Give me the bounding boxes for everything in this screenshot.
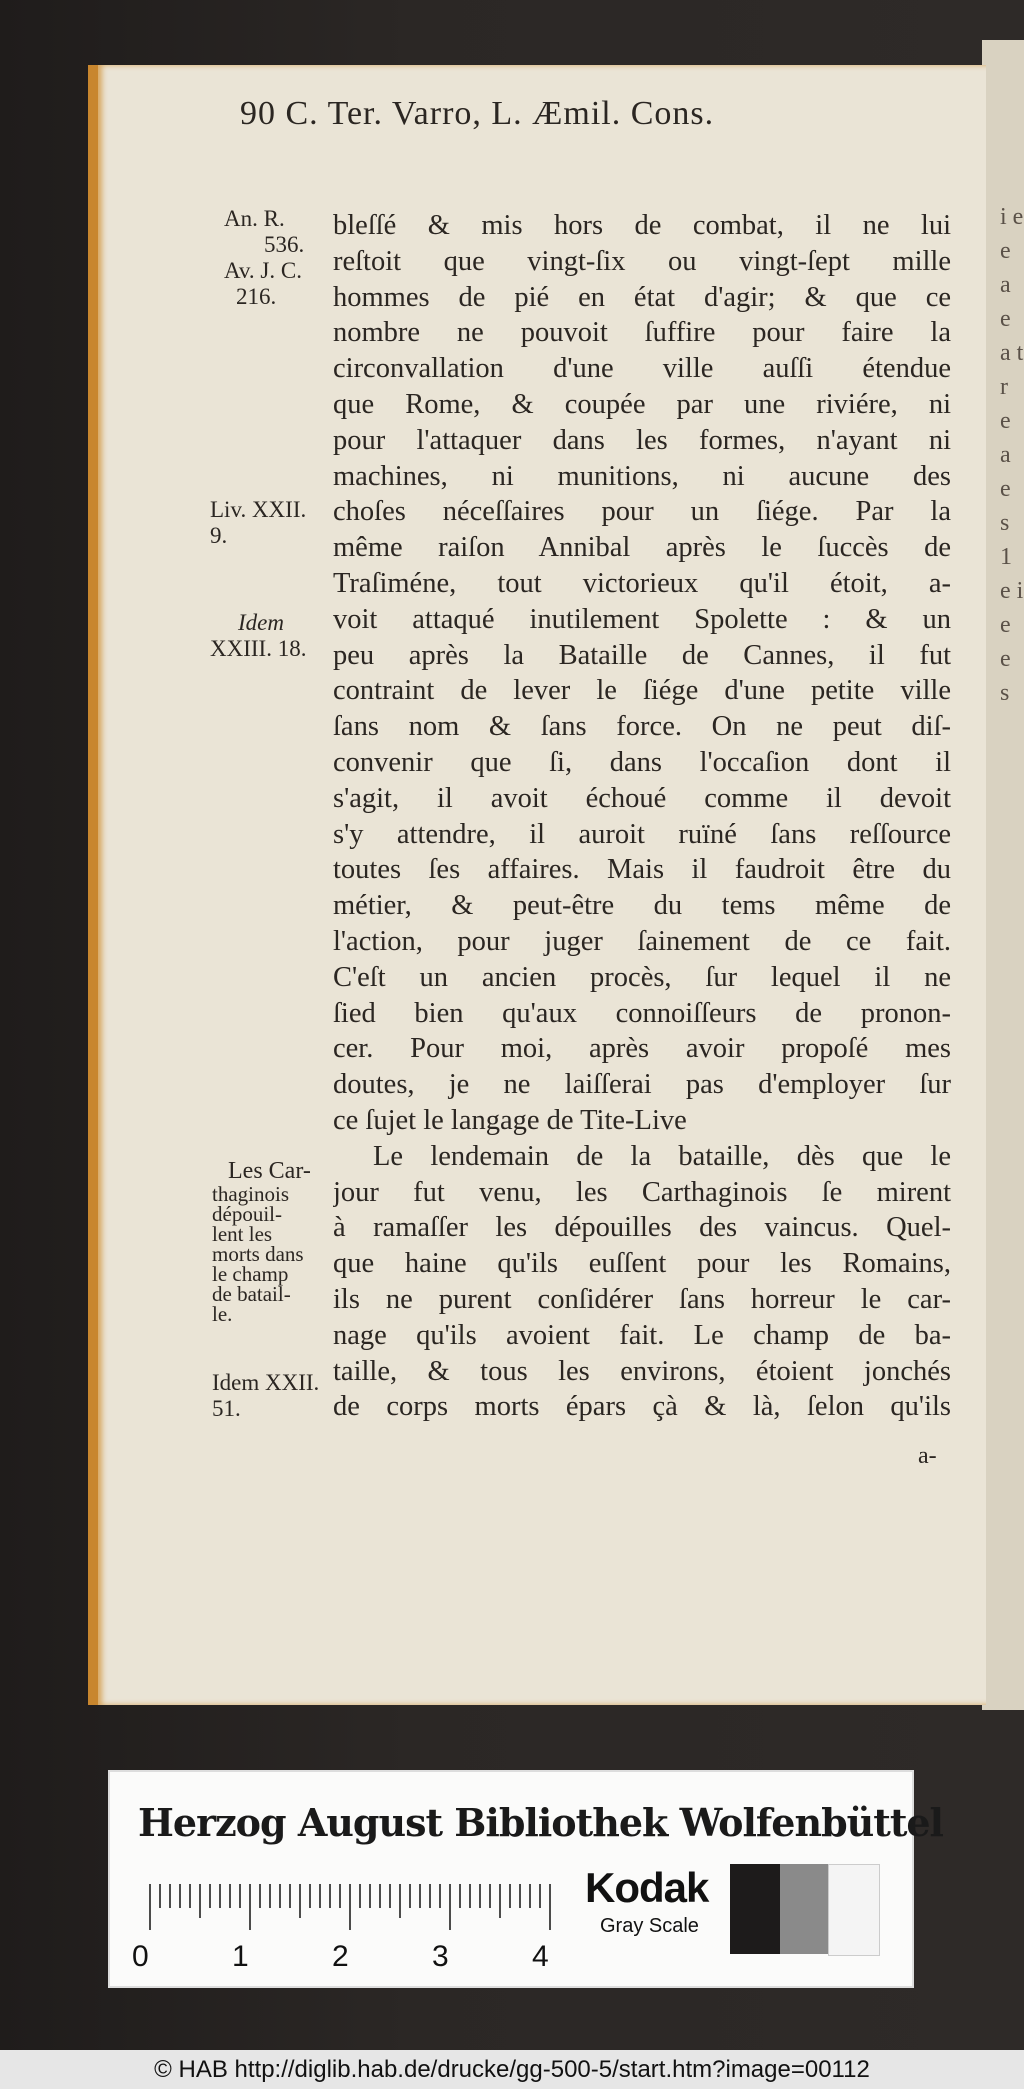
text-line: taille, & tous les environs, étoient jonchés xyxy=(333,1355,951,1387)
footer-url: © HAB http://diglib.hab.de/drucke/gg-500-5/start.htm?image=00112 xyxy=(0,2050,1024,2089)
text-line: nombre ne pouvoit ſuffire pour faire la xyxy=(333,317,951,349)
text-line: convenir que ſi, dans l'occaſion dont il xyxy=(333,746,951,778)
margin-line: Liv. XXII. xyxy=(210,497,307,522)
ruler-number: 4 xyxy=(532,1940,549,1973)
text-line: circonvallation d'une ville auſſi étendue xyxy=(333,353,951,385)
text-line: pour l'attaquer dans les formes, n'ayant ni xyxy=(333,424,951,456)
margin-line: de batail- xyxy=(212,1282,291,1306)
margin-line: 51. xyxy=(212,1396,241,1421)
margin-line: lent les xyxy=(212,1222,273,1246)
text-line: l'action, pour juger ſainement de ce fait. xyxy=(333,925,951,957)
margin-line: 536. xyxy=(264,232,305,257)
card-title: Herzog August Bibliothek Wolfenbüttel xyxy=(138,1800,943,1845)
margin-line: le champ xyxy=(212,1262,289,1286)
margin-line: XXIII. 18. xyxy=(210,636,307,661)
margin-line: morts dans xyxy=(212,1242,304,1266)
catchword: a- xyxy=(918,1443,937,1469)
text-line: s'y attendre, il auroit ruïné ſans reſſource xyxy=(333,818,951,850)
text-line: reſtoit que vingt-ſix ou vingt-ſept mille xyxy=(333,245,951,277)
text-line: hommes de pié en état d'agir; & que ce xyxy=(333,281,951,313)
ruler-number: 1 xyxy=(232,1940,249,1973)
margin-line: Idem xyxy=(238,610,284,635)
library-color-card xyxy=(108,1770,943,1988)
margin-note-idem-2 xyxy=(212,1370,319,1422)
text-line: C'eſt un ancien procès, ſur lequel il ne xyxy=(333,961,951,993)
margin-note-idem xyxy=(210,610,306,662)
swatch-black xyxy=(730,1864,780,1954)
text-line: de corps morts épars çà & là, ſelon qu'ils xyxy=(333,1391,951,1423)
text-line: Le lendemain de la bataille, dès que le xyxy=(373,1140,951,1172)
text-line: ſied bien qu'aux connoiſſeurs de pronon- xyxy=(333,997,951,1029)
margin-note-year xyxy=(224,206,304,310)
text-line: ils ne purent conſidérer ſans horreur le car- xyxy=(333,1283,951,1315)
margin-line: thaginois xyxy=(212,1182,289,1206)
text-line: s'agit, il avoit échoué comme il devoit xyxy=(333,782,951,814)
ruler-number: 3 xyxy=(432,1940,449,1973)
swatch-gray xyxy=(780,1864,828,1954)
margin-line: Av. J. C. xyxy=(224,258,302,283)
text-line: même raiſon Annibal après le ſuccès de xyxy=(333,532,951,564)
text-line: peu après la Bataille de Cannes, il fut xyxy=(333,639,951,671)
margin-line: dépouil- xyxy=(212,1202,282,1226)
margin-line: Les Car- xyxy=(228,1158,311,1184)
text-line: que Rome, & coupée par une riviére, ni xyxy=(333,388,951,420)
text-line: doutes, je ne laiſſerai pas d'employer ſur xyxy=(333,1069,951,1101)
text-line: ce ſujet le langage de Tite-Live xyxy=(333,1104,687,1136)
gray-scale-label: Gray Scale xyxy=(600,1915,699,1937)
kodak-logo: Kodak xyxy=(585,1864,709,1911)
margin-line: 216. xyxy=(236,284,277,309)
swatch-white xyxy=(828,1864,880,1956)
text-line: voit attaqué inutilement Spolette : & un xyxy=(333,603,951,635)
text-line: nage qu'ils avoient fait. Le champ de ba- xyxy=(333,1319,951,1351)
text-line: à ramaſſer les dépouilles des vaincus. Quel- xyxy=(333,1212,951,1244)
text-line: que haine qu'ils euſſent pour les Romains, xyxy=(333,1248,951,1280)
margin-line: Idem XXII. xyxy=(212,1370,320,1395)
body-text xyxy=(333,208,951,1425)
text-line: Traſiméne, tout victorieux qu'il étoit, a- xyxy=(333,567,951,599)
margin-note-carthaginians xyxy=(212,1158,311,1324)
margin-line: le. xyxy=(212,1302,233,1326)
ruler-number: 2 xyxy=(332,1940,349,1973)
margin-line: An. R. xyxy=(224,206,285,231)
text-line: choſes néceſſaires pour un ſiége. Par la xyxy=(333,496,951,528)
ruler xyxy=(140,1884,560,1934)
running-head: 90 C. Ter. Varro, L. Æmil. Cons. xyxy=(240,95,715,132)
ruler-number: 0 xyxy=(132,1940,149,1973)
margin-note-livy xyxy=(210,497,306,549)
text-line: jour fut venu, les Carthaginois ſe mirent xyxy=(333,1176,951,1208)
margin-line: 9. xyxy=(210,523,228,548)
text-line: cer. Pour moi, après avoir propoſé mes xyxy=(333,1033,951,1065)
text-line: métier, & peut-être du tems même de xyxy=(333,890,951,922)
text-line: machines, ni munitions, ni aucune des xyxy=(333,460,951,492)
facing-page-letters: i e e a e a t r e a e s 1 e i e e s xyxy=(1000,204,1024,706)
text-line: bleſſé & mis hors de combat, il ne lui xyxy=(333,210,951,241)
text-line: toutes ſes affaires. Mais il faudroit être du xyxy=(333,854,951,886)
text-line: contraint de lever le ſiége d'une petite ville xyxy=(333,675,951,707)
text-line: ſans nom & ſans force. On ne peut diſ- xyxy=(333,711,951,743)
